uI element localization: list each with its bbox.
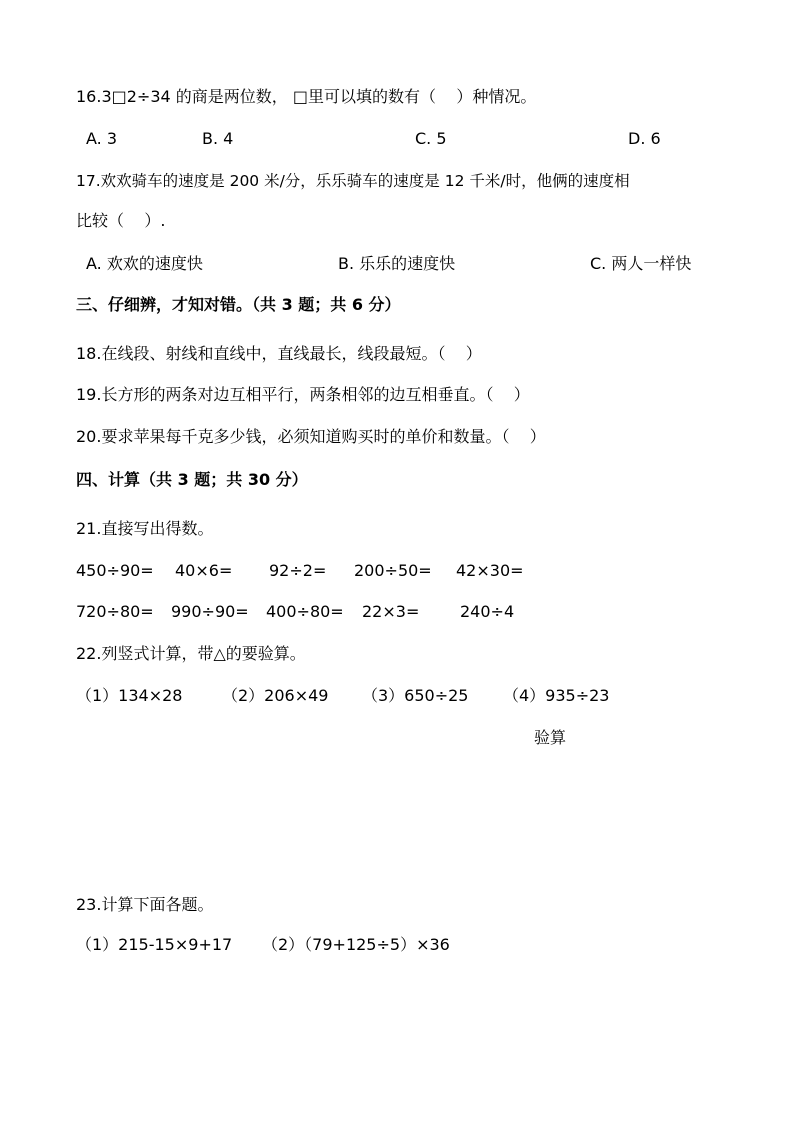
q17-option-b: B. 乐乐的速度快 bbox=[338, 254, 456, 273]
q16-option-d: D. 6 bbox=[628, 129, 661, 148]
q21-row2-item5: 240÷4 bbox=[460, 602, 515, 621]
q21-row1-item4: 200÷50= bbox=[354, 561, 432, 580]
q22-stem: 22.列竖式计算，带△的要验算。 bbox=[76, 644, 306, 663]
section-3-title: 三、仔细辨，才知对错。（共 3 题；共 6 分） bbox=[76, 295, 401, 314]
q21-row1-item1: 450÷90= bbox=[76, 561, 154, 580]
q22-item4: （4）935÷23 bbox=[503, 686, 610, 705]
q23-item2: （2）（79+125÷5）×36 bbox=[262, 935, 450, 954]
q21-row2-item4: 22×3= bbox=[362, 602, 420, 621]
q17-option-c: C. 两人一样快 bbox=[590, 254, 692, 273]
q23-stem: 23.计算下面各题。 bbox=[76, 895, 214, 914]
q21-row1-item3: 92÷2= bbox=[269, 561, 327, 580]
q22-check-label: 验算 bbox=[534, 728, 567, 747]
q22-item1: （1）134×28 bbox=[76, 686, 183, 705]
q17-stem-line1: 17.欢欢骑车的速度是 200 米/分，乐乐骑车的速度是 12 千米/时，他俩的速度相 bbox=[76, 172, 630, 190]
q18-text: 18.在线段、射线和直线中，直线最长，线段最短。（ ） bbox=[76, 344, 482, 363]
q20-text: 20.要求苹果每千克多少钱，必须知道购买时的单价和数量。（ ） bbox=[76, 427, 546, 446]
q17-option-a: A. 欢欢的速度快 bbox=[86, 254, 203, 273]
q19-text: 19.长方形的两条对边互相平行，两条相邻的边互相垂直。（ ） bbox=[76, 385, 530, 404]
q21-row2-item2: 990÷90= bbox=[171, 602, 249, 621]
q21-row2-item3: 400÷80= bbox=[266, 602, 344, 621]
q21-row1-item5: 42×30= bbox=[456, 561, 524, 580]
section-4-title: 四、计算（共 3 题；共 30 分） bbox=[76, 470, 308, 489]
q17-stem-line2: 比较（ ）. bbox=[76, 211, 166, 230]
q21-row2-item1: 720÷80= bbox=[76, 602, 154, 621]
q16-option-b: B. 4 bbox=[202, 129, 234, 148]
q21-row1-item2: 40×6= bbox=[175, 561, 233, 580]
q22-item2: （2）206×49 bbox=[222, 686, 329, 705]
q23-item1: （1）215-15×9+17 bbox=[76, 935, 233, 954]
q16-option-c: C. 5 bbox=[415, 129, 447, 148]
q21-stem: 21.直接写出得数。 bbox=[76, 519, 214, 538]
q16-option-a: A. 3 bbox=[86, 129, 118, 148]
q22-item3: （3）650÷25 bbox=[362, 686, 469, 705]
q16-stem: 16.3□2÷34 的商是两位数， □里可以填的数有（ ）种情况。 bbox=[76, 87, 537, 106]
